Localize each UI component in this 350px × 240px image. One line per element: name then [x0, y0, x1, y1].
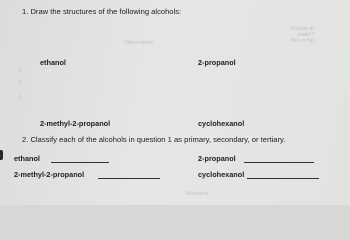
show-through-text: Methanol: [186, 191, 209, 197]
answer-blank-ethanol[interactable]: [51, 162, 109, 163]
classify-label-2-methyl-2-propanol: 2-methyl-2-propanol: [14, 170, 85, 179]
answer-blank-cyclohexanol[interactable]: [247, 178, 319, 179]
structure-label-2-propanol: 2-propanol: [198, 58, 236, 67]
answer-blank-2-methyl-2-propanol[interactable]: [98, 178, 160, 179]
structure-label-cyclohexanol: cyclohexanol: [198, 119, 245, 128]
question-2-text: 2. Classify each of the alcohols in question 1 as primary, secondary, or tertiary.: [22, 135, 286, 144]
show-through-text: 3: [18, 81, 22, 87]
structure-label-2-methyl-2-propanol: 2-methyl-2-propanol: [40, 119, 111, 128]
show-through-text: 2: [18, 68, 22, 74]
show-through-text: 4: [18, 95, 22, 101]
show-through-text: Observations: [124, 40, 154, 46]
binder-hole-mark: [0, 150, 3, 160]
show-through-text-block: Soluble in water? Yes or No: [290, 26, 315, 44]
classify-label-cyclohexanol: cyclohexanol: [198, 170, 245, 179]
answer-blank-2-propanol[interactable]: [244, 162, 314, 163]
structure-label-ethanol: ethanol: [40, 58, 66, 67]
classify-label-ethanol: ethanol: [14, 154, 40, 163]
question-1-text: 1. Draw the structures of the following alcohols:: [22, 7, 182, 16]
classify-label-2-propanol: 2-propanol: [198, 154, 236, 163]
